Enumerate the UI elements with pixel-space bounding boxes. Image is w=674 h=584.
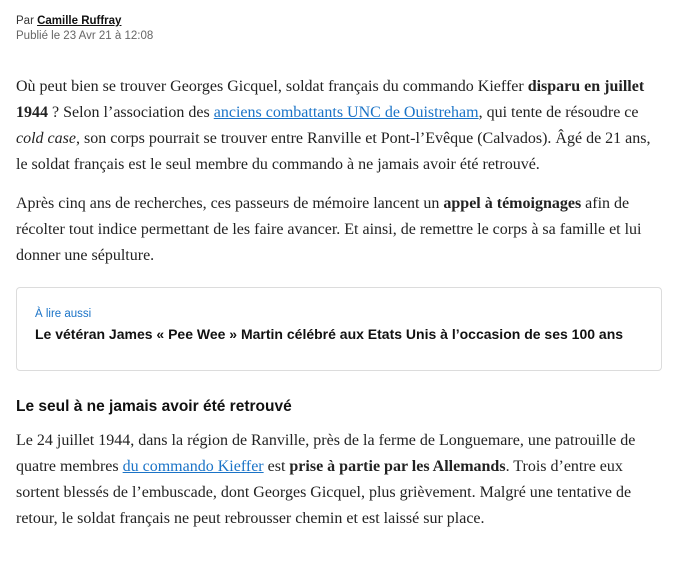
text-segment: est bbox=[263, 458, 290, 475]
paragraph-ambush bbox=[16, 428, 662, 532]
italic-text: cold case bbox=[16, 130, 76, 147]
author-link[interactable]: Camille Ruffray bbox=[37, 15, 122, 27]
text-segment: Où peut bien se trouver Georges Gicquel, soldat français du commando Kieffer bbox=[16, 78, 528, 95]
publish-date: Publié le 23 Avr 21 à 12:08 bbox=[16, 30, 154, 42]
bold-text: appel à témoignages bbox=[443, 195, 582, 212]
related-article-card[interactable] bbox=[16, 287, 662, 371]
unc-ouistreham-link[interactable]: anciens combattants UNC de Ouistreham bbox=[213, 104, 479, 121]
paragraph-intro bbox=[16, 74, 662, 178]
byline bbox=[16, 14, 662, 29]
text-segment: Le 24 juillet 1944, dans la région de Ranville, près de la ferme de Longuemare, une patrouille de quatre membres bbox=[16, 432, 636, 475]
section-heading: Le seul à ne jamais avoir été retrouvé bbox=[16, 398, 292, 415]
text-segment: , son corps pourrait se trouver entre Ranville et Pont-l’Evêque (Calvados). Âgé de 21 ans, le soldat français est le seul membre du commando à ne jamais avoir été retrouvé. bbox=[16, 130, 651, 173]
byline-prefix: Par bbox=[16, 15, 38, 27]
paragraph-appeal bbox=[16, 191, 662, 269]
related-kicker: À lire aussi bbox=[35, 308, 92, 320]
related-article-title[interactable]: Le vétéran James « Pee Wee » Martin célébré aux Etats Unis à l’occasion de ses 100 ans bbox=[35, 326, 624, 342]
commando-kieffer-link[interactable]: du commando Kieffer bbox=[122, 458, 264, 475]
text-segment: . Trois d’entre eux sortent blessés de l’embuscade, dont Georges Gicquel, plus grièvement. Malgré une tentative de retour, le soldat français ne peut rebrousser chemin et est laissé sur place. bbox=[16, 458, 632, 527]
bold-text: disparu en juillet 1944 bbox=[16, 78, 645, 121]
text-segment: ? Selon l’association des bbox=[48, 104, 214, 121]
text-segment: , qui tente de résoudre ce bbox=[478, 104, 639, 121]
text-segment: Après cinq ans de recherches, ces passeurs de mémoire lancent un bbox=[16, 195, 444, 212]
bold-text: prise à partie par les Allemands bbox=[289, 458, 506, 475]
text-segment: afin de récolter tout indice permettant de les faire avancer. Et ainsi, de remettre le corps à sa famille et lui donner une sépulture. bbox=[16, 195, 642, 264]
